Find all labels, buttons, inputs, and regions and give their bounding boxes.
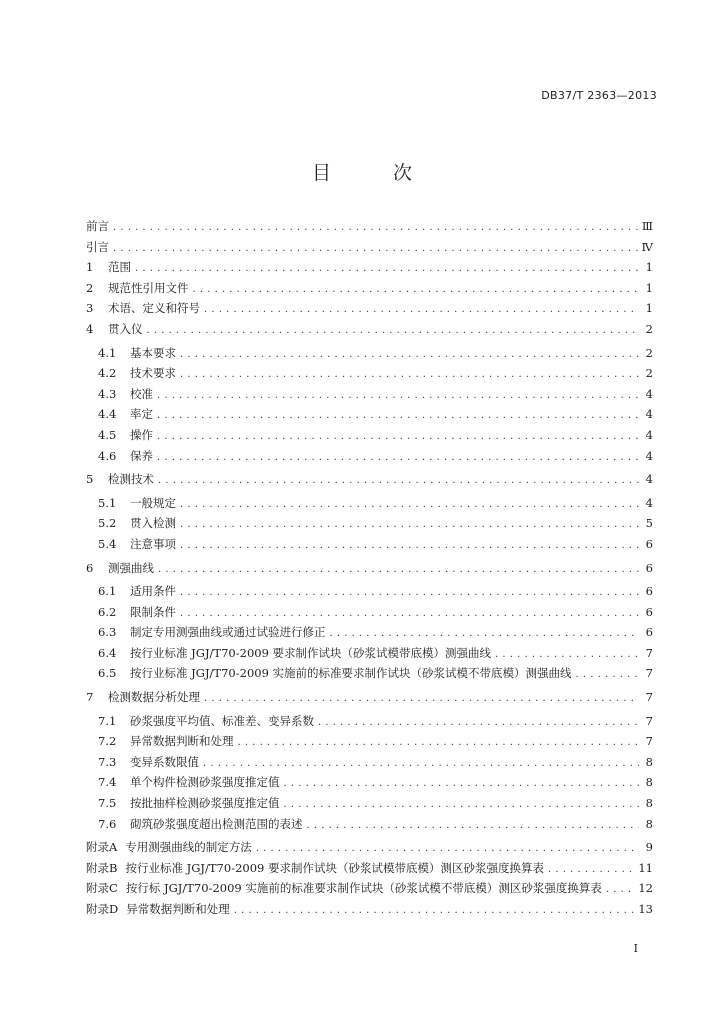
toc-entry-title: 基本要求 [130, 345, 176, 360]
toc-entry-page: 7 [645, 666, 653, 681]
toc-entry-title: 保养 [130, 448, 153, 463]
toc-leader-dots [157, 387, 639, 401]
toc-entry-title: 技术要求 [130, 366, 176, 381]
toc-leader-dots [606, 881, 635, 895]
toc-entry-page: Ⅲ [641, 219, 653, 233]
toc-entry-page: Ⅳ [641, 239, 653, 254]
toc-entry-number: 7.5 [98, 796, 117, 811]
toc-entry-number: 6.2 [98, 604, 117, 619]
toc-entry-number: 7.1 [98, 713, 117, 728]
toc-entry-page: 8 [645, 754, 653, 769]
toc-entry-number: 附录B [86, 860, 118, 875]
toc-leader-dots [204, 301, 639, 315]
toc-leader-dots [157, 428, 639, 442]
toc-leader-dots [318, 714, 639, 728]
toc-entry-page: 4 [645, 407, 653, 422]
toc-entry[interactable] [86, 471, 653, 492]
toc-entry[interactable] [86, 689, 653, 710]
toc-entry[interactable] [86, 665, 653, 686]
toc-entry-page: 6 [645, 625, 653, 640]
toc-entry-number: 4 [86, 321, 94, 336]
table-of-contents [86, 218, 653, 922]
toc-leader-dots [157, 407, 639, 421]
toc-entry-title: 按行标 JGJ/T70-2009 实施前的标准要求制作试块（砂浆试模不带底模）测区砂浆强度换算表 [125, 881, 602, 896]
page-number: I [633, 942, 638, 955]
toc-entry-page: 7 [645, 713, 653, 728]
toc-entry[interactable] [86, 624, 653, 645]
toc-entry[interactable] [86, 713, 653, 734]
toc-entry-page: 4 [645, 495, 653, 510]
toc-entry-number: 4.2 [98, 366, 117, 381]
toc-entry-title: 按行业标准 JGJ/T70-2009 要求制作试块（砂浆试模带底模）测强曲线 [130, 645, 492, 660]
toc-leader-dots [307, 817, 640, 831]
toc-leader-dots [576, 666, 639, 680]
toc-entry[interactable] [86, 406, 653, 427]
toc-entry-page: 6 [645, 536, 653, 551]
toc-leader-dots [330, 625, 640, 639]
toc-entry-page: 7 [645, 645, 653, 660]
toc-leader-dots [238, 734, 640, 748]
toc-entry[interactable] [86, 880, 653, 901]
toc-entry-title: 按批抽样检测砂浆强度推定值 [130, 796, 280, 811]
toc-entry-title: 检测技术 [108, 472, 154, 487]
toc-entry-title: 限制条件 [130, 604, 176, 619]
toc-entry-title: 异常数据判断和处理 [130, 734, 234, 749]
toc-entry-page: 1 [645, 280, 653, 295]
toc-entry-page: 6 [645, 584, 653, 599]
toc-entry-number: 7.2 [98, 734, 117, 749]
toc-entry-number: 5.1 [98, 495, 117, 510]
toc-leader-dots [113, 219, 638, 233]
page-title: 目 次 [311, 162, 441, 184]
toc-entry-number: 7 [86, 690, 94, 705]
toc-entry[interactable] [86, 345, 653, 366]
toc-entry[interactable] [86, 427, 653, 448]
toc-entry-title: 范围 [108, 260, 131, 275]
toc-entry[interactable] [86, 321, 653, 342]
toc-entry-number: 7.4 [98, 775, 117, 790]
toc-entry-number: 4.3 [98, 386, 117, 401]
toc-entry-page: 6 [645, 560, 653, 575]
toc-leader-dots [180, 516, 639, 530]
toc-leader-dots [180, 537, 639, 551]
toc-entry-number: 3 [86, 301, 94, 316]
toc-leader-dots [180, 496, 639, 510]
toc-entry-title: 异常数据判断和处理 [126, 902, 230, 916]
toc-entry-number: 6.1 [98, 584, 117, 599]
toc-entry[interactable] [86, 218, 653, 239]
toc-leader-dots [284, 796, 640, 810]
toc-entry[interactable] [86, 901, 653, 922]
toc-entry-title: 贯入仪 [108, 321, 143, 336]
toc-entry[interactable] [86, 816, 653, 837]
toc-entry-page: 1 [645, 301, 653, 316]
toc-entry-page: 8 [645, 796, 653, 811]
toc-entry-title: 前言 [86, 219, 109, 233]
toc-leader-dots [495, 646, 639, 660]
toc-entry-title: 注意事项 [130, 536, 176, 551]
toc-entry-number: 4.5 [98, 427, 117, 442]
toc-entry-title: 变异系数限值 [130, 754, 199, 769]
toc-leader-dots [157, 449, 639, 463]
toc-entry-title: 规范性引用文件 [108, 280, 189, 295]
toc-entry-page: 2 [645, 366, 653, 381]
toc-entry-number: 附录D [86, 902, 119, 916]
toc-entry-title: 制定专用测强曲线或通过试验进行修正 [130, 625, 326, 640]
toc-entry-title: 一般规定 [130, 495, 176, 510]
toc-entry[interactable] [86, 300, 653, 321]
toc-entry[interactable] [86, 560, 653, 581]
toc-entry-title: 砌筑砂浆强度超出检测范围的表述 [130, 816, 303, 831]
toc-entry-page: 11 [638, 860, 653, 875]
toc-leader-dots [180, 346, 639, 360]
toc-entry-page: 13 [638, 902, 653, 916]
toc-entry-page: 4 [645, 448, 653, 463]
toc-entry[interactable] [86, 604, 653, 625]
toc-leader-dots [147, 322, 640, 336]
toc-entry-page: 9 [645, 840, 653, 855]
toc-leader-dots [548, 861, 634, 875]
toc-entry-page: 8 [645, 816, 653, 831]
toc-entry-number: 附录A [86, 840, 118, 855]
toc-entry-page: 5 [645, 516, 653, 531]
toc-entry-number: 5.2 [98, 516, 117, 531]
toc-entry[interactable] [86, 280, 653, 301]
toc-entry[interactable] [86, 259, 653, 280]
toc-leader-dots [113, 240, 638, 254]
toc-entry[interactable] [86, 839, 653, 860]
toc-entry-number: 5 [86, 472, 94, 487]
toc-leader-dots [180, 605, 639, 619]
toc-entry-number: 2 [86, 280, 94, 295]
toc-entry-page: 8 [645, 775, 653, 790]
toc-entry-number: 4.6 [98, 448, 117, 463]
toc-entry-number: 6.3 [98, 625, 117, 640]
toc-entry-number: 1 [86, 260, 94, 275]
toc-entry-title: 率定 [130, 407, 153, 422]
toc-entry-title: 按行业标准 JGJ/T70-2009 要求制作试块（砂浆试模带底模）测区砂浆强度换算表 [125, 860, 544, 875]
toc-entry[interactable] [86, 774, 653, 795]
toc-entry-number: 6 [86, 560, 94, 575]
toc-entry-title: 测强曲线 [108, 560, 154, 575]
toc-entry-title: 操作 [130, 427, 153, 442]
toc-entry-number: 4.1 [98, 345, 117, 360]
toc-entry[interactable] [86, 515, 653, 536]
toc-entry-title: 术语、定义和符号 [108, 301, 200, 316]
toc-entry-number: 4.4 [98, 407, 117, 422]
toc-leader-dots [234, 902, 635, 916]
toc-leader-dots [204, 690, 639, 704]
toc-leader-dots [158, 561, 639, 575]
toc-entry-page: 4 [645, 472, 653, 487]
toc-entry-number: 7.3 [98, 754, 117, 769]
toc-entry-page: 7 [645, 734, 653, 749]
toc-entry-page: 6 [645, 604, 653, 619]
document-code: DB37/T 2363—2013 [541, 89, 657, 102]
toc-entry-title: 按行业标准 JGJ/T70-2009 实施前的标准要求制作试块（砂浆试模不带底模）测强曲线 [130, 666, 572, 681]
toc-leader-dots [158, 472, 639, 486]
toc-entry-page: 2 [645, 321, 653, 336]
toc-entry[interactable] [86, 386, 653, 407]
toc-leader-dots [135, 260, 639, 274]
toc-entry[interactable] [86, 448, 653, 469]
toc-entry-page: 4 [645, 386, 653, 401]
toc-entry-number: 6.4 [98, 645, 117, 660]
toc-entry-page: 4 [645, 427, 653, 442]
toc-leader-dots [284, 775, 640, 789]
toc-entry[interactable] [86, 583, 653, 604]
toc-entry[interactable] [86, 536, 653, 557]
toc-entry[interactable] [86, 795, 653, 816]
toc-entry[interactable] [86, 733, 653, 754]
toc-entry[interactable] [86, 495, 653, 516]
toc-entry-title: 砂浆强度平均值、标准差、变异系数 [130, 713, 314, 728]
toc-entry-page: 7 [645, 690, 653, 705]
toc-entry-page: 12 [638, 881, 653, 896]
toc-entry-number: 5.4 [98, 536, 117, 551]
toc-leader-dots [256, 840, 639, 854]
toc-entry-title: 专用测强曲线的制定方法 [125, 840, 252, 855]
toc-entry[interactable] [86, 239, 653, 260]
toc-leader-dots [180, 366, 639, 380]
toc-entry-title: 检测数据分析处理 [108, 690, 200, 705]
toc-entry-number: 6.5 [98, 666, 117, 681]
toc-entry-number: 附录C [86, 881, 118, 896]
toc-entry[interactable] [86, 754, 653, 775]
toc-entry-page: 1 [645, 260, 653, 275]
toc-entry[interactable] [86, 365, 653, 386]
toc-entry-title: 适用条件 [130, 584, 176, 599]
toc-entry-title: 引言 [86, 239, 109, 254]
toc-entry-number: 7.6 [98, 816, 117, 831]
toc-entry-title: 贯入检测 [130, 516, 176, 531]
toc-leader-dots [203, 755, 639, 769]
toc-leader-dots [180, 584, 639, 598]
toc-entry[interactable] [86, 645, 653, 666]
toc-entry[interactable] [86, 860, 653, 881]
toc-entry-page: 2 [645, 345, 653, 360]
toc-entry-title: 单个构件检测砂浆强度推定值 [130, 775, 280, 790]
toc-leader-dots [193, 281, 640, 295]
toc-entry-title: 校准 [130, 386, 153, 401]
